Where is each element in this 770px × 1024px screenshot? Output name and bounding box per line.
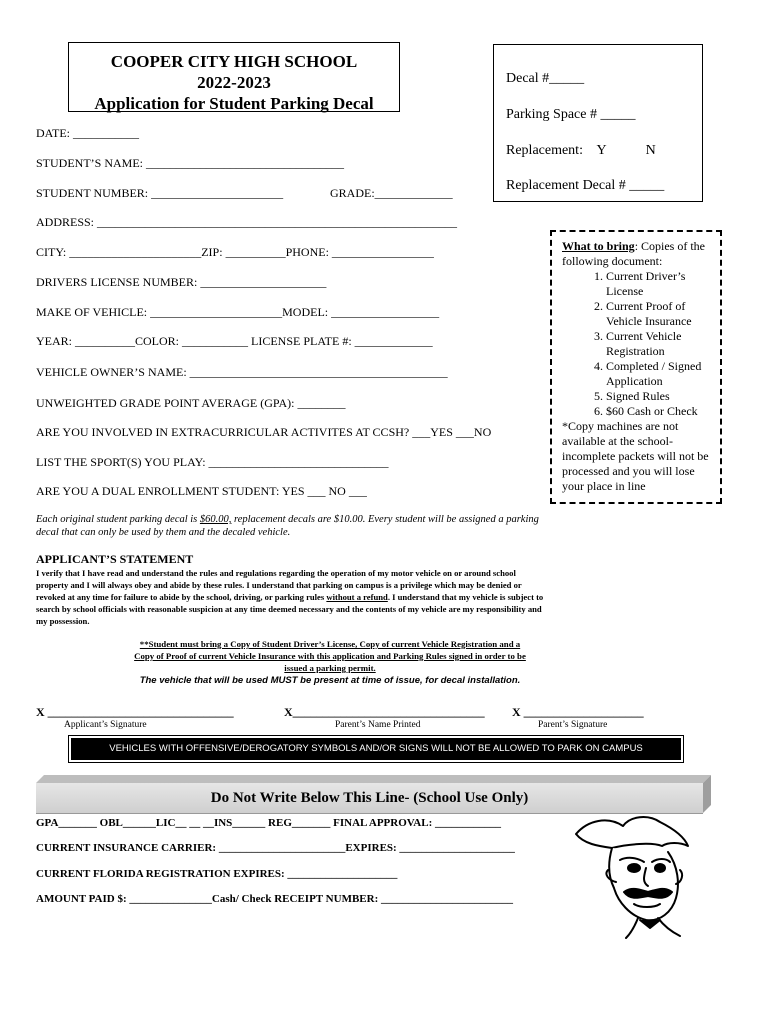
bring-item: 1. Current Driver’s License (606, 269, 714, 299)
office-registration-line[interactable]: CURRENT FLORIDA REGISTRATION EXPIRES: ____________________ (36, 868, 398, 880)
fee-note-part1: Each original student parking decal is (36, 514, 200, 525)
requirement-line1: **Student must bring a Copy of Student Driver’s License, Copy of current Vehicle Registration and a (139, 639, 521, 649)
office-insurance-line[interactable]: CURRENT INSURANCE CARRIER: _______________________EXPIRES: _____________________ (36, 842, 515, 854)
bring-item: 4. Completed / Signed Application (606, 359, 714, 389)
form-title-box (68, 42, 400, 112)
dual-enrollment-field[interactable]: ARE YOU A DUAL ENROLLMENT STUDENT: YES ___ NO ___ (36, 484, 367, 498)
form-title: Application for Student Parking Decal (94, 94, 374, 113)
replacement-yes[interactable]: Y (596, 143, 607, 158)
parent-signature-line[interactable]: X ____________________ (512, 705, 644, 719)
parent-signature-label: Parent’s Signature (538, 720, 608, 730)
bring-note: *Copy machines are not available at the school-incomplete packets will not be processed and you will lose your place in line (562, 419, 709, 493)
student-number-field[interactable]: STUDENT NUMBER: ______________________ (36, 186, 284, 200)
replacement-field[interactable] (506, 143, 656, 159)
make-model-field[interactable]: MAKE OF VEHICLE: ______________________MODEL: __________________ (36, 305, 440, 319)
bring-item: 2. Current Proof of Vehicle Insurance (606, 299, 714, 329)
gpa-field[interactable]: UNWEIGHTED GRADE POINT AVERAGE (GPA): ________ (36, 396, 346, 410)
school-name: COOPER CITY HIGH SCHOOL (110, 52, 358, 71)
requirement-line4: The vehicle that will be used MUST be present at time of issue, for decal installation. (139, 675, 521, 686)
requirement-line3: issued a parking permit. (284, 663, 376, 673)
statement-text (36, 567, 548, 627)
cowboy-mascot-icon (568, 812, 698, 940)
fee-amount: $60.00, (199, 514, 232, 525)
bring-intro (562, 239, 714, 269)
parent-name-line[interactable]: X________________________________ (284, 705, 485, 719)
replacement-label: Replacement: (506, 143, 583, 158)
statement-heading: APPLICANT’S STATEMENT (36, 552, 194, 566)
school-year: 2022-2023 (197, 73, 271, 92)
applicant-signature-label: Applicant’s Signature (64, 720, 147, 730)
applicant-signature-line[interactable]: X _______________________________ (36, 705, 234, 719)
bring-intro-text: : Copies of the following document: (562, 239, 706, 268)
bring-list (562, 269, 714, 419)
extracurricular-field[interactable]: ARE YOU INVOLVED IN EXTRACURRICULAR ACTIVITES AT CCSH? ___YES ___NO (36, 425, 492, 439)
grade-field[interactable]: GRADE:_____________ (330, 186, 453, 200)
fee-note-part2: replacement decals are $10.00. Every student will be assigned a parking decal that can only be used by them and the decaled vehicle. (36, 514, 539, 538)
office-gpa-line[interactable]: GPA_______ OBL______LIC__ __ __INS______ REG_______ FINAL APPROVAL: ____________ (36, 817, 501, 829)
bring-item: 5. Signed Rules (606, 389, 714, 404)
address-field[interactable]: ADDRESS: ____________________________________________________________ (36, 215, 458, 229)
statement-part1: I verify that I have read and understand the rules and regulations regarding the operation of my motor vehicle on or around school property and I will always obey and abide by these rules. I understand that parking on campus is a privilege which may be denied or revoked at any time for failure to abide by the school, driving, or parking rules (36, 568, 522, 602)
date-field[interactable]: DATE: ___________ (36, 126, 139, 140)
fee-note (36, 513, 548, 539)
office-payment-line[interactable]: AMOUNT PAID $: _______________Cash/ Check RECEIPT NUMBER: ________________________ (36, 893, 513, 905)
statement-part2: . I understand that my vehicle is subject to search by school officials with reasonable suspicion at any time deemed necessary and the contents of my vehicle are my responsibility and my possession. (36, 592, 544, 626)
banner-bevel-top (36, 775, 711, 783)
warning-banner (68, 735, 684, 763)
vehicle-owner-field[interactable]: VEHICLE OWNER’S NAME: ___________________________________________ (36, 365, 448, 379)
what-to-bring-box (550, 230, 722, 504)
parking-space-field[interactable]: Parking Space # _____ (506, 107, 636, 122)
statement-refund: without a refund (326, 592, 388, 602)
bring-heading: What to bring (562, 239, 635, 253)
parent-name-label: Parent’s Name Printed (335, 720, 421, 730)
year-color-plate-field[interactable]: YEAR: __________COLOR: ___________ LICENSE PLATE #: _____________ (36, 334, 433, 348)
bring-item: 6. $60 Cash or Check (606, 404, 714, 419)
bring-item: 3. Current Vehicle Registration (606, 329, 714, 359)
requirement-line2: Copy of Proof of current Vehicle Insurance with this application and Parking Rules signed in order to be (134, 651, 526, 661)
decal-number-field[interactable]: Decal #_____ (506, 71, 585, 86)
warning-text: VEHICLES WITH OFFENSIVE/DEROGATORY SYMBOLS AND/OR SIGNS WILL NOT BE ALLOWED TO PARK ON CAMPUS (71, 738, 681, 760)
city-zip-phone-field[interactable]: CITY: ______________________ZIP: __________PHONE: _________________ (36, 245, 434, 259)
replacement-no[interactable]: N (645, 143, 656, 158)
office-use-banner: Do Not Write Below This Line- (School Use Only) (36, 783, 703, 814)
decal-info-box (493, 44, 703, 202)
replacement-decal-field[interactable]: Replacement Decal # _____ (506, 178, 665, 193)
sports-field[interactable]: LIST THE SPORT(S) YOU PLAY: ______________________________ (36, 455, 389, 469)
drivers-license-field[interactable]: DRIVERS LICENSE NUMBER: _____________________ (36, 275, 327, 289)
student-name-field[interactable]: STUDENT’S NAME: _________________________________ (36, 156, 344, 170)
